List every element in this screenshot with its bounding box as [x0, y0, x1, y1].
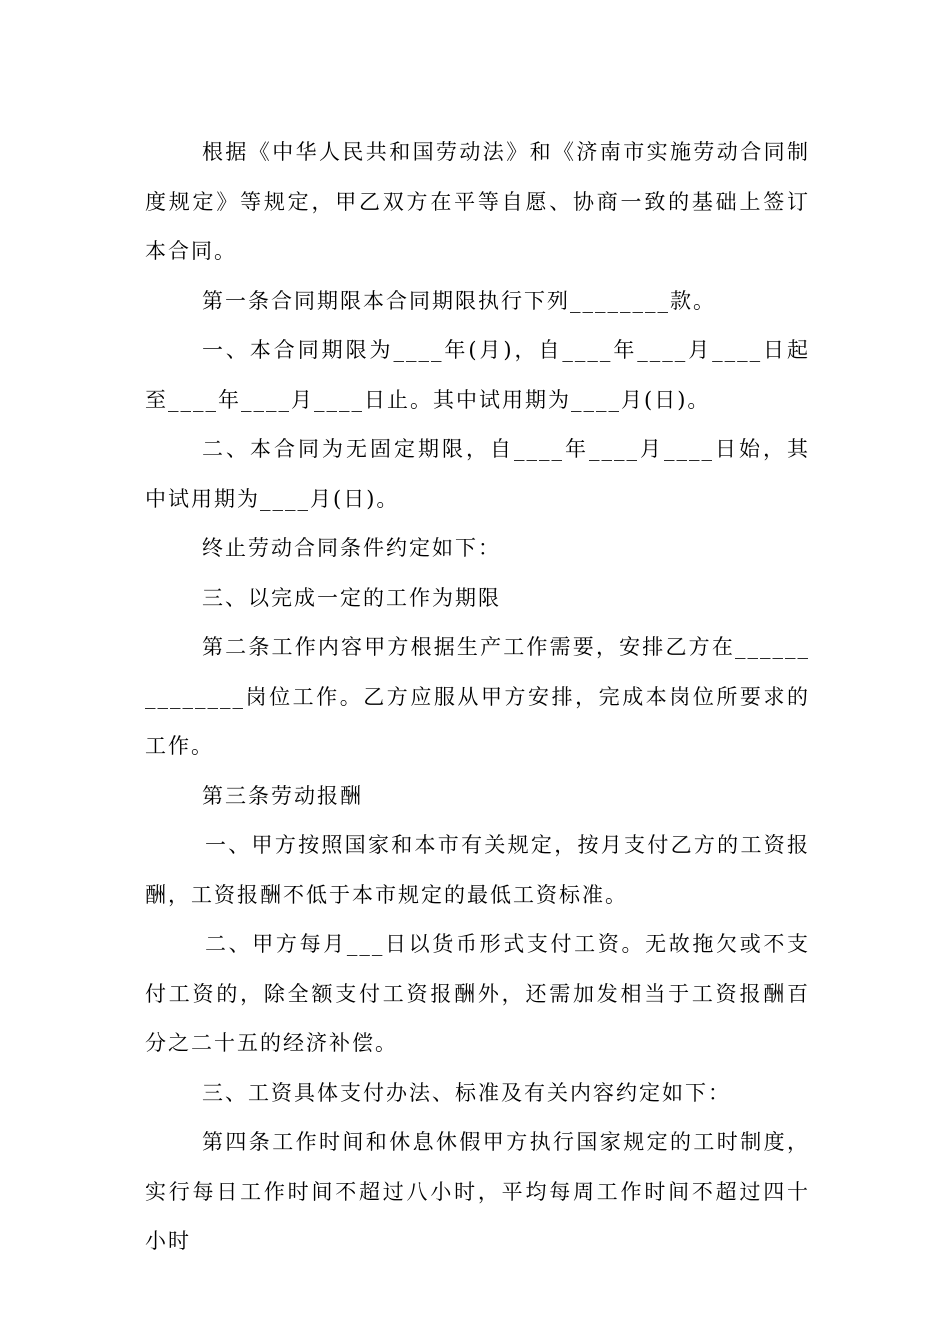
paragraph-article-4: 第四条工作时间和休息休假甲方执行国家规定的工时制度，实行每日工作时间不超过八小时，平均每周工作时间不超过四十小时 — [145, 1130, 810, 1253]
paragraph-pay-1: 一、甲方按照国家和本市有关规定，按月支付乙方的工资报酬，工资报酬不低于本市规定的最低工资标准。 — [145, 833, 810, 907]
paragraph-pay-3: 三、工资具体支付办法、标准及有关内容约定如下： — [202, 1080, 731, 1105]
paragraph-article-3-heading: 第三条劳动报酬 — [202, 783, 363, 808]
paragraph-termination-conditions: 终止劳动合同条件约定如下： — [202, 536, 501, 560]
paragraph-term-indefinite: 二、本合同为无固定期限，自____年____月____日始，其中试用期为____月(日)。 — [145, 437, 810, 511]
paragraph-pay-2: 二、甲方每月___日以货币形式支付工资。无故拖欠或不支付工资的，除全额支付工资报酬外，还需加发相当于工资报酬百分之二十五的经济补偿。 — [145, 932, 810, 1055]
paragraph-preamble: 根据《中华人民共和国劳动法》和《济南市实施劳动合同制度规定》等规定，甲乙双方在平等自愿、协商一致的基础上签订本合同。 — [145, 140, 810, 263]
paragraph-term-fixed: 一、本合同期限为____年(月)，自____年____月____日起至____年____月____日止。其中试用期为____月(日)。 — [145, 338, 810, 412]
paragraph-term-task: 三、以完成一定的工作为期限 — [202, 585, 501, 610]
paragraph-article-2: 第二条工作内容甲方根据生产工作需要，安排乙方在______________岗位工作。乙方应服从甲方安排，完成本岗位所要求的工作。 — [145, 635, 810, 758]
paragraph-article-1: 第一条合同期限本合同期限执行下列________款。 — [202, 288, 716, 313]
document-body — [145, 128, 810, 1267]
